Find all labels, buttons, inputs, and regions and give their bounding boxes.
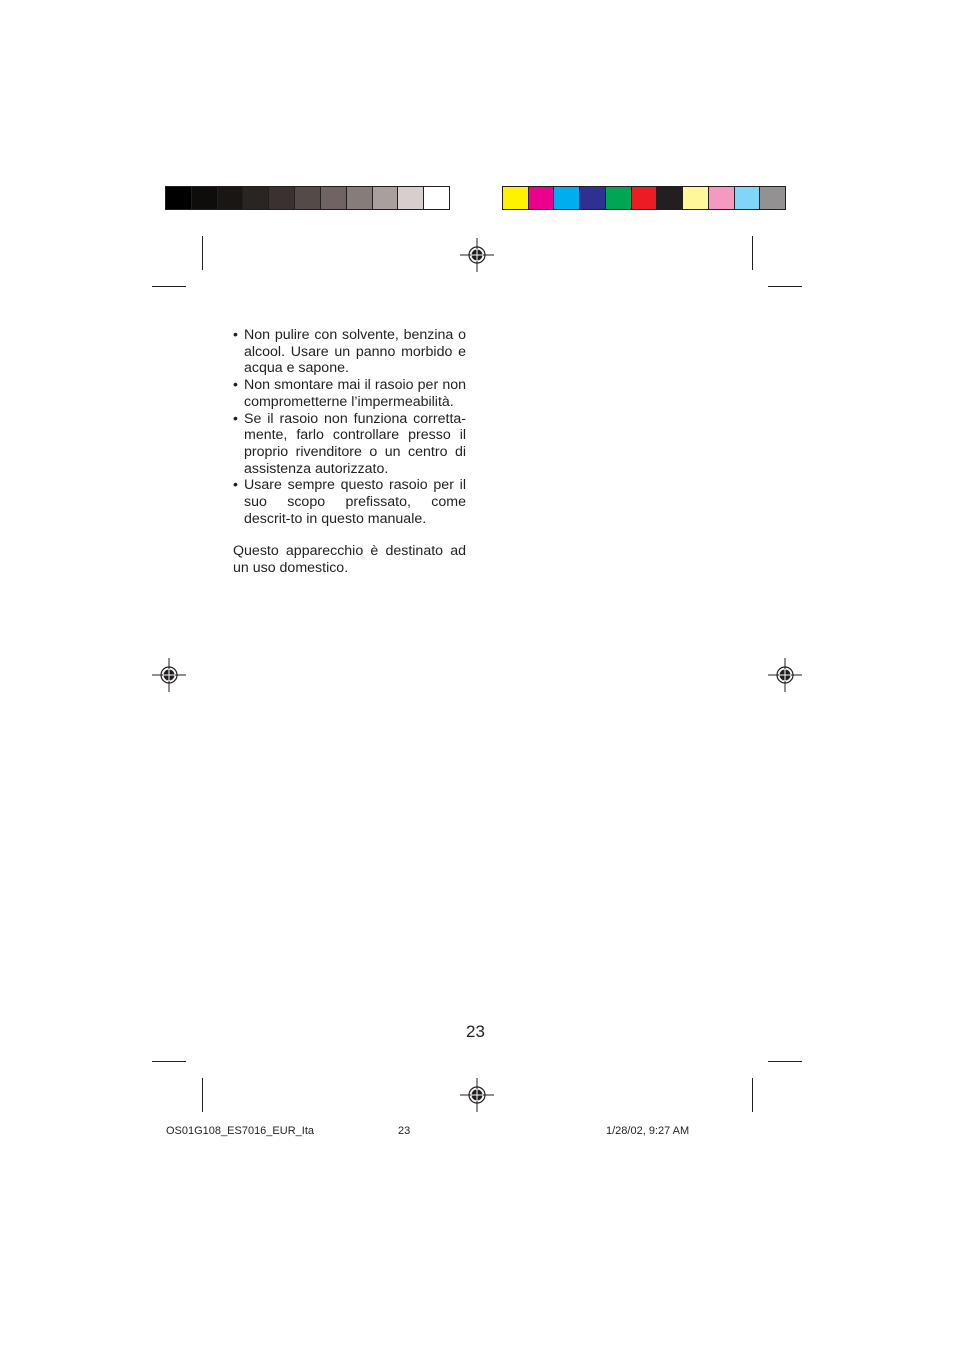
slug-page-number: 23 <box>398 1125 411 1137</box>
color-swatch <box>632 187 658 209</box>
crop-mark <box>202 1078 203 1112</box>
color-swatch <box>529 187 555 209</box>
color-swatch <box>735 187 761 209</box>
color-swatch <box>709 187 735 209</box>
list-item: • Non smontare mai il rasoio per non comprometterne l’impermeabilità. <box>233 377 466 410</box>
color-swatch <box>760 187 785 209</box>
crop-mark <box>768 1061 802 1062</box>
color-swatch <box>503 187 529 209</box>
slug-file-name: OS01G108_ES7016_EUR_Ita <box>166 1125 314 1137</box>
slug-date: 1/28/02, 9:27 AM <box>606 1125 690 1137</box>
grayscale-calibration-strip <box>165 186 450 210</box>
color-swatch <box>321 187 347 209</box>
main-text-column <box>233 327 466 577</box>
color-swatch <box>580 187 606 209</box>
registration-mark-icon <box>460 238 494 272</box>
color-swatch <box>683 187 709 209</box>
care-instructions-list <box>233 327 466 527</box>
list-item: • Se il rasoio non funziona corretta-mente, farlo controllare presso il proprio rivenditore o un centro di assistenza autorizzato. <box>233 411 466 478</box>
domestic-use-note: Questo apparecchio è destinato ad un uso domestico. <box>233 543 466 577</box>
crop-mark <box>202 236 203 270</box>
crop-mark <box>152 1061 186 1062</box>
page-number: 23 <box>466 1022 485 1041</box>
list-item: • Non pulire con solvente, benzina o alcool. Usare un panno morbido e acqua e sapone. <box>233 327 466 377</box>
color-swatch <box>269 187 295 209</box>
color-swatch <box>606 187 632 209</box>
color-swatch <box>554 187 580 209</box>
color-swatch <box>347 187 373 209</box>
crop-mark <box>152 286 186 287</box>
list-item: • Usare sempre questo rasoio per il suo scopo prefissato, come descrit-to in questo manuale. <box>233 477 466 527</box>
color-swatch <box>424 187 449 209</box>
crop-mark <box>752 1078 753 1112</box>
registration-mark-icon <box>152 658 186 692</box>
registration-mark-icon <box>460 1078 494 1112</box>
crop-mark <box>752 236 753 270</box>
color-swatch <box>243 187 269 209</box>
color-swatch <box>657 187 683 209</box>
color-swatch <box>166 187 192 209</box>
color-swatch <box>398 187 424 209</box>
crop-mark <box>768 286 802 287</box>
color-swatch <box>295 187 321 209</box>
color-calibration-strip <box>502 186 786 210</box>
color-swatch <box>373 187 399 209</box>
color-swatch <box>218 187 244 209</box>
color-swatch <box>192 187 218 209</box>
registration-mark-icon <box>768 658 802 692</box>
